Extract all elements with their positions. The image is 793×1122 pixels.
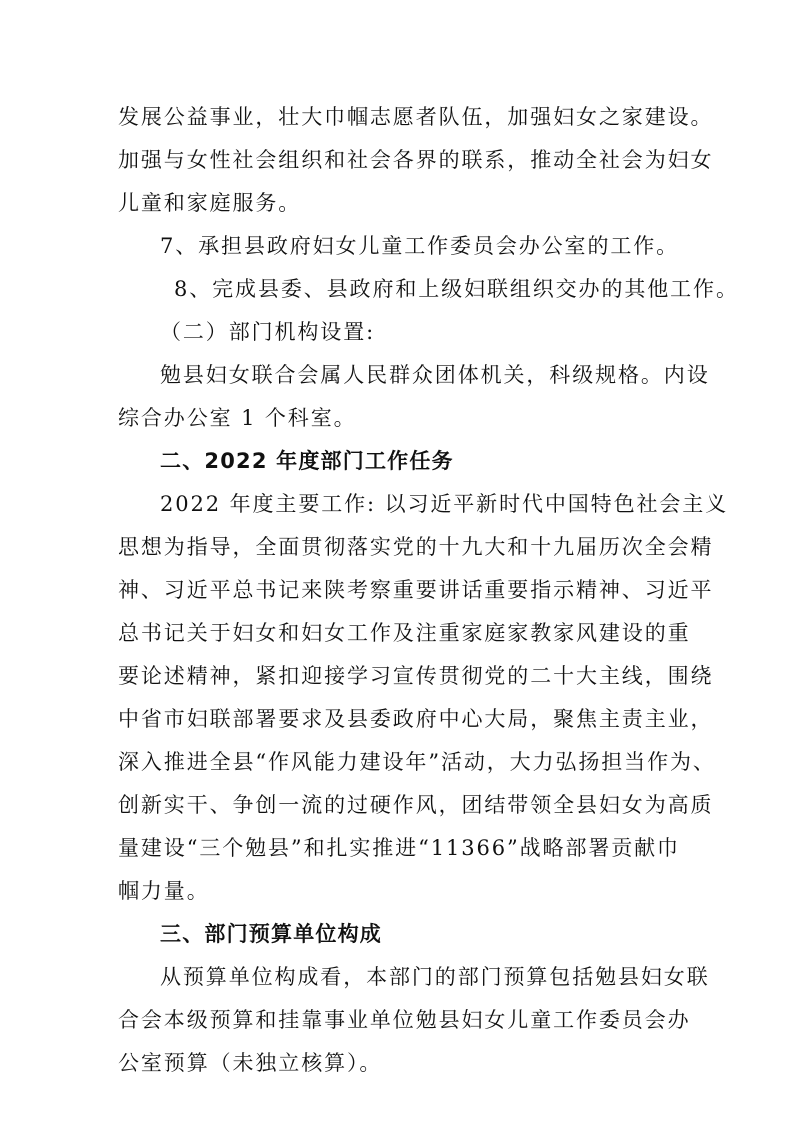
paragraph-line: 公室预算（未独立核算）。: [118, 1051, 383, 1075]
document-body: [118, 96, 739, 1085]
paragraph-line: 发展公益事业，壮大巾帼志愿者队伍，加强妇女之家建设。: [118, 105, 714, 129]
paragraph-line: 从预算单位构成看，本部门的部门预算包括勉县妇女联: [160, 965, 710, 989]
subsection-title: （二）部门机构设置:: [160, 320, 376, 344]
paragraph-line: 深入推进全县“作风能力建设年”活动，大力弘扬担当作为、: [118, 750, 716, 774]
paragraph-line: 加强与女性社会组织和社会各界的联系，推动全社会为妇女: [118, 148, 714, 172]
paragraph-line: 2022 年度主要工作: 以习近平新时代中国特色社会主义: [160, 492, 729, 516]
paragraph-line: 量建设“三个勉县”和扎实推进“11366”战略部署贡献巾: [118, 836, 680, 860]
section-title: 三、部门预算单位构成: [160, 922, 382, 946]
list-item-8: 8、完成县委、县政府和上级妇联组织交办的其他工作。: [174, 277, 739, 301]
paragraph-line: 综合办公室 1 个科室。: [118, 406, 357, 430]
paragraph-line: 总书记关于妇女和妇女工作及注重家庭家教家风建设的重: [118, 621, 691, 645]
paragraph-line: 神、习近平总书记来陕考察重要讲话重要指示精神、习近平: [118, 578, 714, 602]
paragraph-line: 思想为指导，全面贯彻落实党的十九大和十九届历次全会精: [118, 535, 714, 559]
paragraph-line: 中省市妇联部署要求及县委政府中心大局，聚焦主责主业，: [118, 707, 714, 731]
paragraph-line: 要论述精神，紧扣迎接学习宣传贯彻党的二十大主线，围绕: [118, 664, 714, 688]
paragraph-line: 儿童和家庭服务。: [118, 191, 302, 215]
paragraph-line: 勉县妇女联合会属人民群众团体机关，科级规格。内设: [160, 363, 710, 387]
paragraph-line: 创新实干、争创一流的过硬作风，团结带领全县妇女为高质: [118, 793, 714, 817]
paragraph-line: 帼力量。: [118, 879, 210, 903]
list-item-7: 7、承担县政府妇女儿童工作委员会办公室的工作。: [160, 234, 680, 258]
section-title: 二、2022 年度部门工作任务: [160, 449, 454, 473]
paragraph-line: 合会本级预算和挂靠事业单位勉县妇女儿童工作委员会办: [118, 1008, 691, 1032]
